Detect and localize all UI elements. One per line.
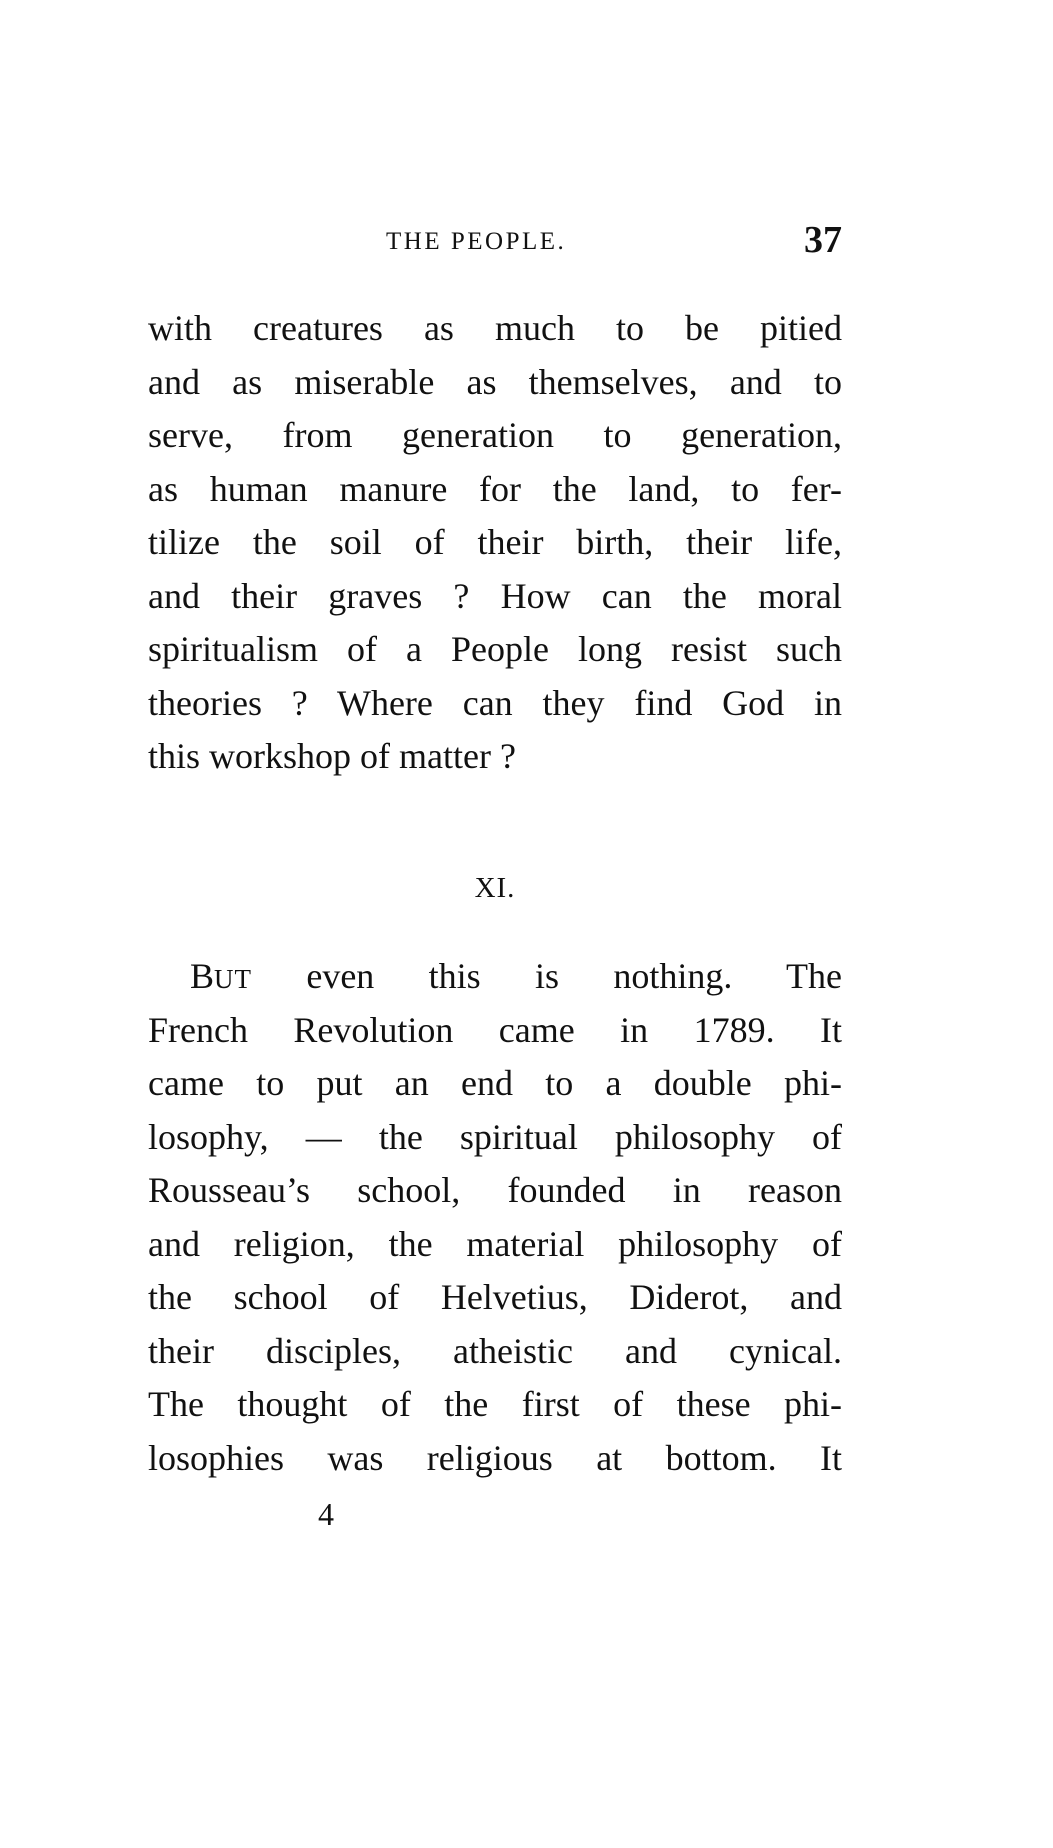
- text-line: Rousseau’s school, founded in reason: [148, 1170, 842, 1210]
- small-caps-rest: UT: [214, 964, 253, 994]
- text-line: The thought of the first of these phi-: [148, 1384, 842, 1424]
- text-line: serve, from generation to generation,: [148, 415, 842, 455]
- running-head: [148, 218, 842, 268]
- text-line-first: [148, 950, 842, 1004]
- page-number: 37: [804, 219, 842, 261]
- text-line: losophies was religious at bottom. It: [148, 1437, 842, 1478]
- text-line: came to put an end to a double phi-: [148, 1063, 842, 1103]
- text-line: French Revolution came in 1789. It: [148, 1009, 842, 1050]
- paragraph-continued: [148, 302, 842, 784]
- text-line: losophy, — the spiritual philosophy of: [148, 1116, 842, 1157]
- text-line: the school of Helvetius, Diderot, and: [148, 1277, 842, 1317]
- signature-mark: 4: [318, 1496, 334, 1532]
- text-line: theories ? Where can they find God in: [148, 682, 842, 723]
- text-line: with creatures as much to be pitied: [148, 308, 842, 348]
- text-line: spiritualism of a People long resist such: [148, 629, 842, 669]
- paragraph-section-xi: [148, 950, 842, 1485]
- section-heading: XI.: [474, 872, 516, 904]
- running-title: THE PEOPLE.: [386, 228, 567, 255]
- text-line: tilize the soil of their birth, their life,: [148, 522, 842, 562]
- text-line: this workshop of matter ?: [148, 736, 516, 776]
- drop-initial: B: [190, 956, 215, 996]
- text-line: and religion, the material philosophy of: [148, 1223, 842, 1264]
- text-line: as human manure for the land, to fer-: [148, 468, 842, 509]
- text-line: and their graves ? How can the moral: [148, 575, 842, 616]
- text-line: their disciples, atheistic and cynical.: [148, 1330, 842, 1371]
- text-line: and as miserable as themselves, and to: [148, 361, 842, 402]
- first-line-rest: even this is nothing. The: [252, 956, 842, 996]
